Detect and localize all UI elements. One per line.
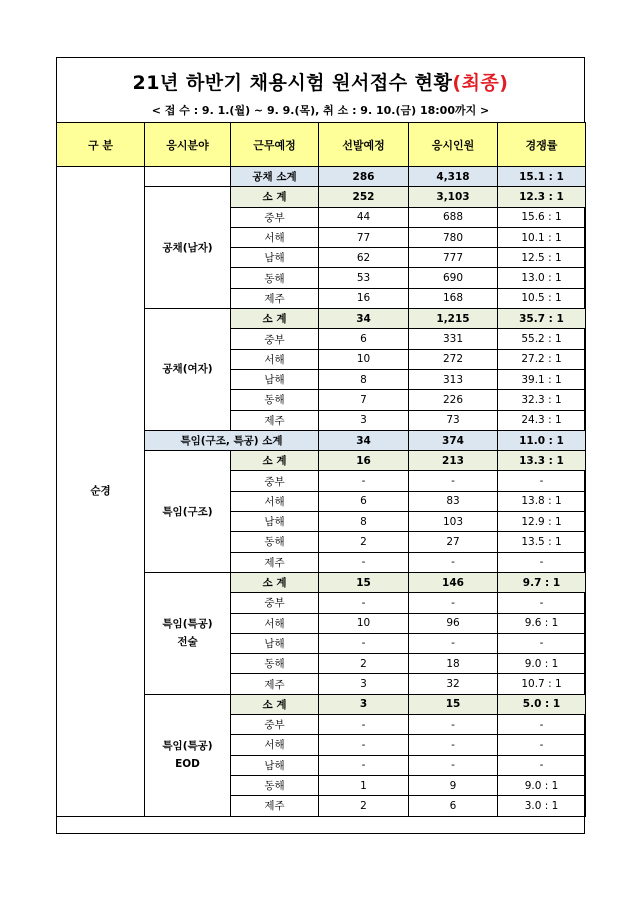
applicants-cell: 313 bbox=[409, 369, 498, 389]
ratio-cell: - bbox=[498, 593, 586, 613]
header-ratio: 경쟁률 bbox=[498, 123, 586, 167]
applicants-cell: 688 bbox=[409, 207, 498, 227]
ratio-cell: 39.1 : 1 bbox=[498, 369, 586, 389]
applicants-cell: 146 bbox=[409, 572, 498, 592]
ratio-cell: 55.2 : 1 bbox=[498, 329, 586, 349]
subtotal-label: 소 계 bbox=[231, 572, 319, 592]
ratio-cell: 11.0 : 1 bbox=[498, 430, 586, 450]
ratio-cell: - bbox=[498, 633, 586, 653]
plan-cell: 2 bbox=[319, 532, 409, 552]
ratio-cell: 13.8 : 1 bbox=[498, 491, 586, 511]
plan-cell: 8 bbox=[319, 512, 409, 532]
location-cell: 동해 bbox=[231, 390, 319, 410]
location-cell: 동해 bbox=[231, 268, 319, 288]
applicants-cell: 3,103 bbox=[409, 187, 498, 207]
ratio-cell: 35.7 : 1 bbox=[498, 309, 586, 329]
location-cell: 남해 bbox=[231, 248, 319, 268]
location-cell: 남해 bbox=[231, 755, 319, 775]
location-cell: 중부 bbox=[231, 207, 319, 227]
applicants-cell: - bbox=[409, 735, 498, 755]
subtotal-label: 소 계 bbox=[231, 187, 319, 207]
ratio-cell: - bbox=[498, 471, 586, 491]
ratio-cell: 15.6 : 1 bbox=[498, 207, 586, 227]
ratio-cell: - bbox=[498, 552, 586, 572]
location-cell: 제주 bbox=[231, 796, 319, 816]
ratio-cell: 9.0 : 1 bbox=[498, 775, 586, 795]
applicants-cell: 213 bbox=[409, 451, 498, 471]
ratio-cell: 27.2 : 1 bbox=[498, 349, 586, 369]
location-cell: 중부 bbox=[231, 715, 319, 735]
plan-cell: 77 bbox=[319, 227, 409, 247]
ratio-cell: 12.5 : 1 bbox=[498, 248, 586, 268]
ratio-cell: 9.6 : 1 bbox=[498, 613, 586, 633]
applicants-cell: - bbox=[409, 715, 498, 735]
plan-cell: 16 bbox=[319, 288, 409, 308]
applicants-cell: - bbox=[409, 755, 498, 775]
plan-cell: 2 bbox=[319, 796, 409, 816]
location-cell: 남해 bbox=[231, 512, 319, 532]
ratio-cell: 10.5 : 1 bbox=[498, 288, 586, 308]
location-cell: 서해 bbox=[231, 491, 319, 511]
location-cell: 서해 bbox=[231, 735, 319, 755]
ratio-cell: 32.3 : 1 bbox=[498, 390, 586, 410]
plan-cell: - bbox=[319, 735, 409, 755]
location-cell: 동해 bbox=[231, 775, 319, 795]
ratio-cell: 13.5 : 1 bbox=[498, 532, 586, 552]
category-line1: 특임(특공) bbox=[162, 618, 213, 631]
applicants-cell: - bbox=[409, 552, 498, 572]
ratio-cell: 13.0 : 1 bbox=[498, 268, 586, 288]
plan-cell: 3 bbox=[319, 694, 409, 714]
applicants-cell: 18 bbox=[409, 654, 498, 674]
header-row bbox=[57, 123, 586, 167]
plan-cell: 15 bbox=[319, 572, 409, 592]
applicants-cell: 6 bbox=[409, 796, 498, 816]
page-title bbox=[57, 58, 584, 95]
plan-cell: - bbox=[319, 755, 409, 775]
ratio-cell: 9.7 : 1 bbox=[498, 572, 586, 592]
header-division: 구 분 bbox=[57, 123, 145, 167]
location-cell: 동해 bbox=[231, 532, 319, 552]
ratio-cell: 12.3 : 1 bbox=[498, 187, 586, 207]
plan-cell: 6 bbox=[319, 491, 409, 511]
plan-cell: 10 bbox=[319, 349, 409, 369]
ratio-cell: 10.1 : 1 bbox=[498, 227, 586, 247]
plan-cell: 7 bbox=[319, 390, 409, 410]
applicants-cell: 777 bbox=[409, 248, 498, 268]
plan-cell: 2 bbox=[319, 654, 409, 674]
category-line2: 전술 bbox=[177, 636, 198, 649]
applicants-cell: 83 bbox=[409, 491, 498, 511]
ratio-cell: 5.0 : 1 bbox=[498, 694, 586, 714]
plan-cell: 53 bbox=[319, 268, 409, 288]
plan-cell: 34 bbox=[319, 309, 409, 329]
applicants-cell: 690 bbox=[409, 268, 498, 288]
header-plan: 선발예정 bbox=[319, 123, 409, 167]
applicants-cell: 168 bbox=[409, 288, 498, 308]
category-male: 공채(남자) bbox=[145, 187, 231, 309]
plan-cell: - bbox=[319, 471, 409, 491]
ratio-cell: 9.0 : 1 bbox=[498, 654, 586, 674]
category-swat-tactics bbox=[145, 572, 231, 694]
plan-cell: 286 bbox=[319, 167, 409, 187]
category-line1: 특임(특공) bbox=[162, 740, 213, 753]
plan-cell: 16 bbox=[319, 451, 409, 471]
applicants-cell: 73 bbox=[409, 410, 498, 430]
subtotal-label: 소 계 bbox=[231, 451, 319, 471]
location-cell: 서해 bbox=[231, 613, 319, 633]
subtitle: < 접 수 : 9. 1.(월) ~ 9. 9.(목), 취 소 : 9. 10.(금) 18:00까지 > bbox=[151, 104, 490, 117]
category-female: 공채(여자) bbox=[145, 309, 231, 431]
applicants-cell: 226 bbox=[409, 390, 498, 410]
recruitment-table bbox=[56, 122, 586, 817]
applicants-cell: 1,215 bbox=[409, 309, 498, 329]
plan-cell: - bbox=[319, 552, 409, 572]
header-applicants: 응시인원 bbox=[409, 123, 498, 167]
ratio-cell: 24.3 : 1 bbox=[498, 410, 586, 430]
location-cell: 중부 bbox=[231, 593, 319, 613]
applicants-cell: 9 bbox=[409, 775, 498, 795]
plan-cell: - bbox=[319, 593, 409, 613]
subtotal-label: 소 계 bbox=[231, 694, 319, 714]
location-cell: 제주 bbox=[231, 288, 319, 308]
plan-cell: - bbox=[319, 633, 409, 653]
plan-cell: 252 bbox=[319, 187, 409, 207]
plan-cell: 1 bbox=[319, 775, 409, 795]
location-cell: 남해 bbox=[231, 633, 319, 653]
division-cell: 순경 bbox=[57, 167, 145, 817]
plan-cell: 6 bbox=[319, 329, 409, 349]
subtotal-label: 특임(구조, 특공) 소계 bbox=[145, 430, 319, 450]
applicants-cell: 15 bbox=[409, 694, 498, 714]
location-cell: 중부 bbox=[231, 471, 319, 491]
table-row bbox=[57, 167, 586, 187]
applicants-cell: 374 bbox=[409, 430, 498, 450]
header-location: 근무예정 bbox=[231, 123, 319, 167]
applicants-cell: 272 bbox=[409, 349, 498, 369]
applicants-cell: 103 bbox=[409, 512, 498, 532]
ratio-cell: 13.3 : 1 bbox=[498, 451, 586, 471]
applicants-cell: 4,318 bbox=[409, 167, 498, 187]
location-cell: 서해 bbox=[231, 227, 319, 247]
document-frame bbox=[56, 57, 585, 834]
location-cell: 제주 bbox=[231, 552, 319, 572]
plan-cell: 34 bbox=[319, 430, 409, 450]
plan-cell: 3 bbox=[319, 410, 409, 430]
applicants-cell: - bbox=[409, 593, 498, 613]
plan-cell: - bbox=[319, 715, 409, 735]
location-cell: 중부 bbox=[231, 329, 319, 349]
ratio-cell: 3.0 : 1 bbox=[498, 796, 586, 816]
ratio-cell: 12.9 : 1 bbox=[498, 512, 586, 532]
applicants-cell: - bbox=[409, 633, 498, 653]
category-line2: EOD bbox=[175, 758, 200, 771]
plan-cell: 62 bbox=[319, 248, 409, 268]
location-cell: 동해 bbox=[231, 654, 319, 674]
ratio-cell: 10.7 : 1 bbox=[498, 674, 586, 694]
ratio-cell: - bbox=[498, 715, 586, 735]
ratio-cell: - bbox=[498, 735, 586, 755]
applicants-cell: 780 bbox=[409, 227, 498, 247]
subtotal-label: 소 계 bbox=[231, 309, 319, 329]
subtotal-label: 공채 소계 bbox=[231, 167, 319, 187]
ratio-cell: - bbox=[498, 755, 586, 775]
ratio-cell: 15.1 : 1 bbox=[498, 167, 586, 187]
category-rescue: 특임(구조) bbox=[145, 451, 231, 573]
plan-cell: 10 bbox=[319, 613, 409, 633]
spacer-cell bbox=[145, 167, 231, 187]
plan-cell: 8 bbox=[319, 369, 409, 389]
applicants-cell: 32 bbox=[409, 674, 498, 694]
category-swat-eod bbox=[145, 694, 231, 816]
applicants-cell: - bbox=[409, 471, 498, 491]
location-cell: 남해 bbox=[231, 369, 319, 389]
title-block bbox=[57, 58, 584, 122]
location-cell: 제주 bbox=[231, 410, 319, 430]
applicants-cell: 331 bbox=[409, 329, 498, 349]
title-main: 21년 하반기 채용시험 원서접수 현황 bbox=[132, 72, 453, 94]
title-accent: (최종) bbox=[452, 72, 509, 94]
plan-cell: 44 bbox=[319, 207, 409, 227]
location-cell: 서해 bbox=[231, 349, 319, 369]
location-cell: 제주 bbox=[231, 674, 319, 694]
applicants-cell: 27 bbox=[409, 532, 498, 552]
applicants-cell: 96 bbox=[409, 613, 498, 633]
plan-cell: 3 bbox=[319, 674, 409, 694]
header-field: 응시분야 bbox=[145, 123, 231, 167]
